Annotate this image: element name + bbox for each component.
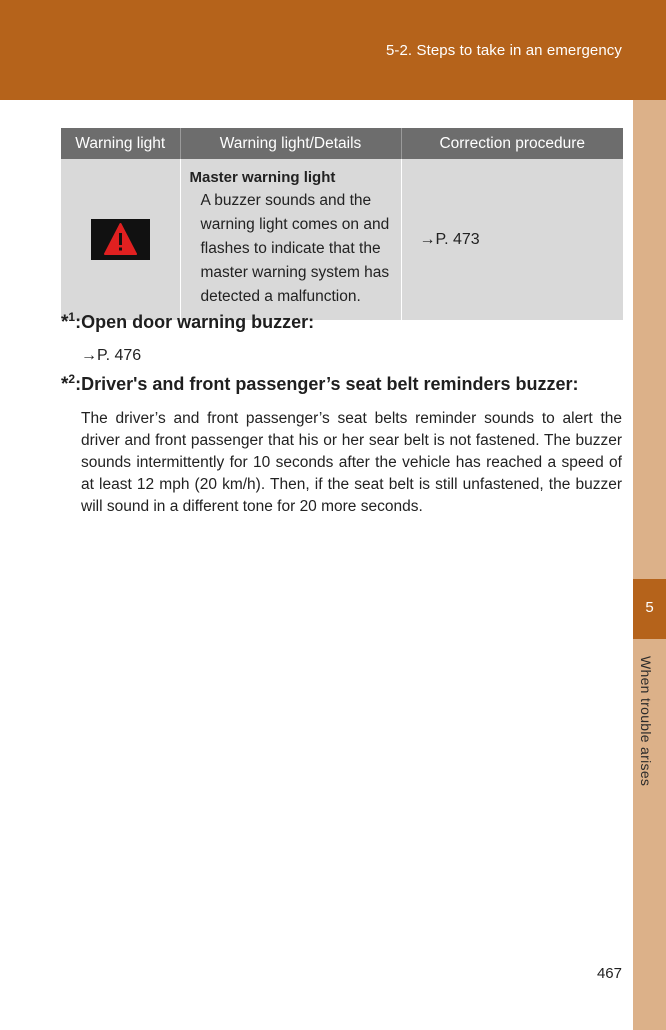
page-number: 467	[596, 965, 622, 982]
table-header-row	[61, 128, 623, 159]
page-reference-link[interactable]: →P. 473	[419, 230, 480, 248]
details-text: A buzzer sounds and the warning light comes on and flashes to indicate that the master warning system has detected a malfunction.	[200, 192, 390, 305]
footnote-2-heading	[61, 372, 579, 396]
footnote-title: :Open door warning buzzer:	[75, 312, 315, 332]
column-header: Warning light/Details	[180, 128, 401, 159]
footnote-2-text: The driver’s and front passenger’s seat belts reminder sounds to alert the driver and front passenger that his or her sear belt is not fastened. The buzzer sounds intermittently for 10 seconds after the vehicle has reached a speed of at least 12 mph (20 km/h). Then, if the seat belt is still unfastened, the buzzer will sound in a different tone for 20 more seconds.	[81, 410, 622, 515]
footnote-number: 1	[68, 310, 76, 324]
footnote-1-heading	[61, 310, 314, 334]
table-row	[61, 159, 623, 320]
footnote-title: :Driver's and front passenger’s seat belt reminders buzzer:	[75, 374, 579, 394]
chapter-tab	[633, 579, 666, 639]
column-header: Correction procedure	[401, 128, 623, 159]
chapter-number: 5	[645, 599, 654, 616]
master-warning-triangle-icon	[91, 219, 150, 260]
details-cell	[180, 159, 401, 320]
footnote-star: *	[61, 374, 69, 395]
column-header: Warning light	[61, 128, 180, 159]
footnote-1-reference[interactable]: →P. 476	[81, 347, 142, 364]
section-title: 5-2. Steps to take in an emergency	[385, 42, 622, 59]
footnote-star: *	[61, 312, 69, 333]
footnote-number: 2	[68, 372, 76, 386]
warning-light-table	[61, 128, 623, 320]
side-tab	[633, 100, 666, 1030]
warning-light-cell	[61, 159, 180, 320]
correction-procedure-cell	[401, 159, 623, 320]
details-title: Master warning light	[189, 169, 336, 186]
page-header	[0, 0, 666, 100]
chapter-title: When trouble arises	[638, 656, 654, 787]
